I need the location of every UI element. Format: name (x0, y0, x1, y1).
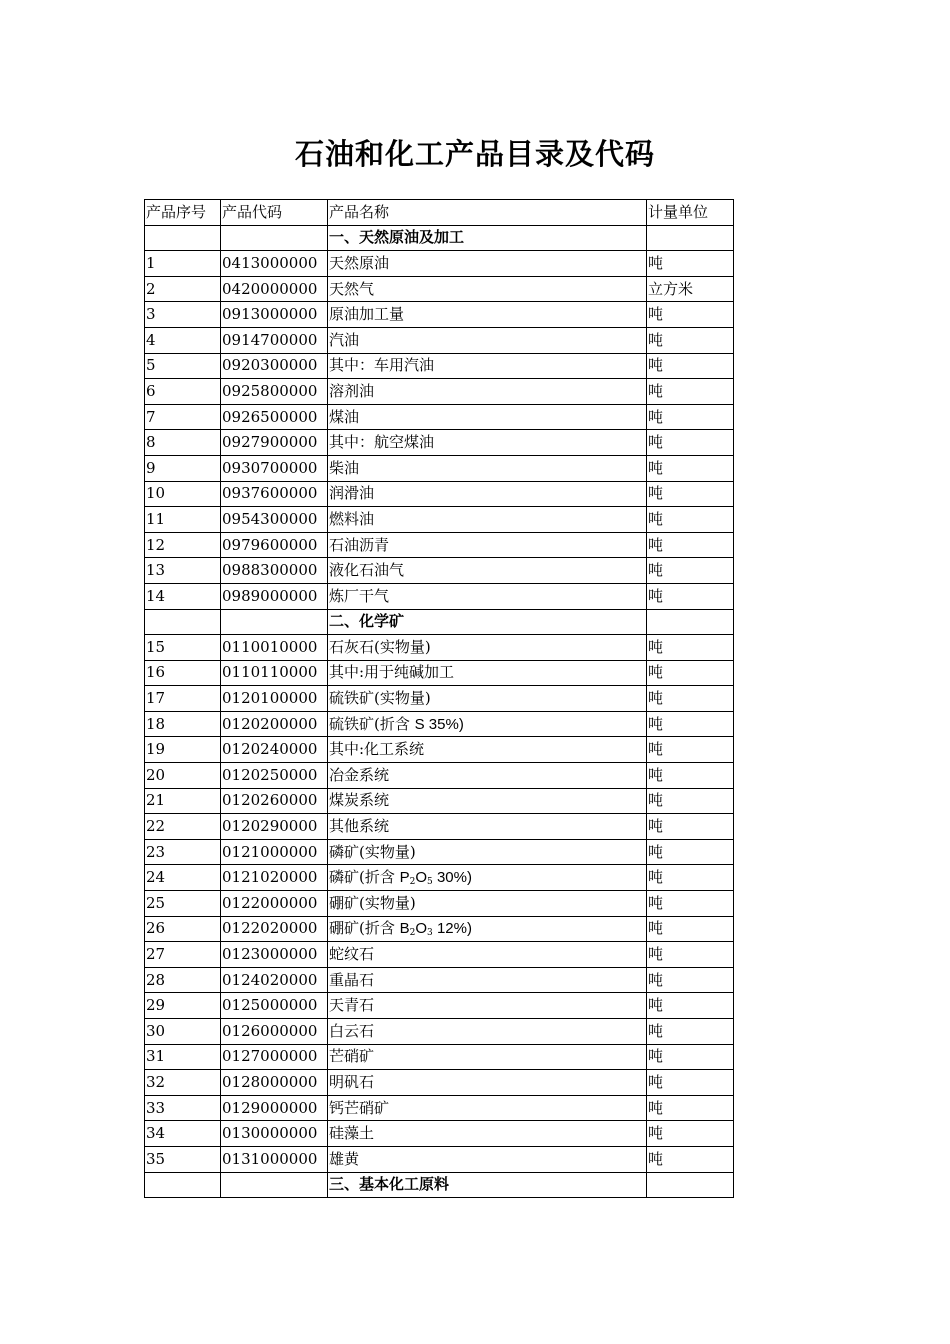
table-row (145, 404, 734, 430)
section-heading: 三、基本化工原料 (328, 1172, 647, 1198)
product-code: 0120100000 (221, 686, 328, 712)
product-unit: 吨 (647, 942, 734, 968)
product-name: 汽油 (328, 327, 647, 353)
formula-text: P (399, 869, 410, 887)
product-unit: 吨 (647, 686, 734, 712)
product-unit: 吨 (647, 507, 734, 533)
product-seq: 32 (145, 1070, 221, 1096)
product-unit: 吨 (647, 404, 734, 430)
table-row (145, 839, 734, 865)
table-row (145, 302, 734, 328)
section-empty-unit (647, 1172, 734, 1198)
product-code: 0124020000 (221, 967, 328, 993)
product-unit: 吨 (647, 660, 734, 686)
product-code: 0123000000 (221, 942, 328, 968)
product-seq: 18 (145, 711, 221, 737)
product-code: 0930700000 (221, 455, 328, 481)
table-row (145, 430, 734, 456)
product-seq: 2 (145, 276, 221, 302)
product-unit: 吨 (647, 302, 734, 328)
product-seq: 11 (145, 507, 221, 533)
table-row (145, 507, 734, 533)
product-unit: 吨 (647, 379, 734, 405)
product-seq: 30 (145, 1019, 221, 1045)
product-seq: 5 (145, 353, 221, 379)
header-code: 产品代码 (221, 200, 328, 226)
product-name: 炼厂干气 (328, 583, 647, 609)
product-unit: 吨 (647, 967, 734, 993)
product-unit: 吨 (647, 481, 734, 507)
table-row (145, 993, 734, 1019)
product-unit: 吨 (647, 532, 734, 558)
product-name: 天然原油 (328, 251, 647, 277)
product-unit: 吨 (647, 455, 734, 481)
product-code: 0120250000 (221, 763, 328, 789)
product-seq: 15 (145, 635, 221, 661)
product-code: 0979600000 (221, 532, 328, 558)
table-row (145, 814, 734, 840)
product-seq: 7 (145, 404, 221, 430)
table-row (145, 583, 734, 609)
product-code: 0937600000 (221, 481, 328, 507)
product-unit: 吨 (647, 788, 734, 814)
header-unit: 计量单位 (647, 200, 734, 226)
product-code: 0129000000 (221, 1095, 328, 1121)
table-row (145, 481, 734, 507)
product-seq: 25 (145, 891, 221, 917)
product-name: 溶剂油 (328, 379, 647, 405)
product-seq: 17 (145, 686, 221, 712)
table-row (145, 660, 734, 686)
table-row (145, 763, 734, 789)
product-unit: 立方米 (647, 276, 734, 302)
product-seq: 4 (145, 327, 221, 353)
product-name: 冶金系统 (328, 763, 647, 789)
product-code: 0927900000 (221, 430, 328, 456)
product-code: 0127000000 (221, 1044, 328, 1070)
product-code: 0926500000 (221, 404, 328, 430)
product-unit: 吨 (647, 430, 734, 456)
product-unit: 吨 (647, 583, 734, 609)
product-code: 0122000000 (221, 891, 328, 917)
section-empty-seq (145, 1172, 221, 1198)
product-name: 其中：航空煤油 (328, 430, 647, 456)
product-seq: 33 (145, 1095, 221, 1121)
product-name-text: 硫铁矿(折含 (329, 714, 415, 733)
table-row (145, 1044, 734, 1070)
table-row (145, 711, 734, 737)
product-code: 0989000000 (221, 583, 328, 609)
table-row (145, 1070, 734, 1096)
product-name (328, 916, 647, 942)
product-seq: 27 (145, 942, 221, 968)
section-heading-row (145, 609, 734, 635)
formula-subscript: 5 (427, 877, 433, 888)
table-row (145, 942, 734, 968)
formula-subscript: 2 (409, 928, 416, 939)
product-name: 其他系统 (328, 814, 647, 840)
product-unit: 吨 (647, 353, 734, 379)
product-seq: 24 (145, 865, 221, 891)
section-empty-code (221, 1172, 328, 1198)
product-code: 0120240000 (221, 737, 328, 763)
product-name: 磷矿(实物量) (328, 839, 647, 865)
section-heading: 二、化学矿 (328, 609, 647, 635)
product-seq: 21 (145, 788, 221, 814)
table-row (145, 916, 734, 942)
section-empty-seq (145, 225, 221, 251)
product-code: 0120290000 (221, 814, 328, 840)
product-name: 硅藻土 (328, 1121, 647, 1147)
product-unit: 吨 (647, 993, 734, 1019)
product-name: 硼矿(实物量) (328, 891, 647, 917)
product-unit: 吨 (647, 814, 734, 840)
product-unit: 吨 (647, 737, 734, 763)
table-row (145, 891, 734, 917)
product-seq: 1 (145, 251, 221, 277)
product-seq: 19 (145, 737, 221, 763)
product-name: 其中：车用汽油 (328, 353, 647, 379)
table-row (145, 788, 734, 814)
product-code: 0914700000 (221, 327, 328, 353)
formula-text: O (415, 869, 428, 887)
product-code: 0120200000 (221, 711, 328, 737)
table-row (145, 558, 734, 584)
product-name: 液化石油气 (328, 558, 647, 584)
product-name: 石油沥青 (328, 532, 647, 558)
table-row (145, 1146, 734, 1172)
table-row (145, 327, 734, 353)
section-heading: 一、天然原油及加工 (328, 225, 647, 251)
table-body (145, 200, 734, 1198)
product-unit: 吨 (647, 916, 734, 942)
header-name: 产品名称 (328, 200, 647, 226)
product-code: 0110110000 (221, 660, 328, 686)
product-name: 煤炭系统 (328, 788, 647, 814)
page-title: 石油和化工产品目录及代码 (294, 137, 655, 171)
section-heading-row (145, 1172, 734, 1198)
product-name: 天青石 (328, 993, 647, 1019)
product-name: 重晶石 (328, 967, 647, 993)
table-row (145, 532, 734, 558)
table-row (145, 1019, 734, 1045)
product-code: 0920300000 (221, 353, 328, 379)
product-code: 0120260000 (221, 788, 328, 814)
table-row (145, 1121, 734, 1147)
product-name: 煤油 (328, 404, 647, 430)
formula-text: B (399, 920, 410, 938)
product-name: 柴油 (328, 455, 647, 481)
product-unit: 吨 (647, 1044, 734, 1070)
product-seq: 20 (145, 763, 221, 789)
product-code: 0121000000 (221, 839, 328, 865)
product-unit: 吨 (647, 891, 734, 917)
product-code: 0126000000 (221, 1019, 328, 1045)
product-name: 原油加工量 (328, 302, 647, 328)
product-name: 硫铁矿(实物量) (328, 686, 647, 712)
product-seq: 6 (145, 379, 221, 405)
product-unit: 吨 (647, 251, 734, 277)
product-seq: 13 (145, 558, 221, 584)
product-name (328, 865, 647, 891)
table-row (145, 737, 734, 763)
product-code: 0125000000 (221, 993, 328, 1019)
product-seq: 9 (145, 455, 221, 481)
product-catalog-table (144, 199, 734, 1198)
product-name: 天然气 (328, 276, 647, 302)
product-unit: 吨 (647, 635, 734, 661)
table-row (145, 635, 734, 661)
section-empty-unit (647, 609, 734, 635)
product-seq: 34 (145, 1121, 221, 1147)
product-name-text: 硼矿(折含 (329, 919, 400, 938)
product-unit: 吨 (647, 1121, 734, 1147)
product-unit: 吨 (647, 558, 734, 584)
formula-subscript: 3 (427, 928, 433, 939)
product-code: 0121020000 (221, 865, 328, 891)
product-name: 其中:化工系统 (328, 737, 647, 763)
formula-text: S 35%) (414, 715, 464, 733)
product-unit: 吨 (647, 839, 734, 865)
product-seq: 8 (145, 430, 221, 456)
product-seq: 29 (145, 993, 221, 1019)
product-code: 0954300000 (221, 507, 328, 533)
product-seq: 14 (145, 583, 221, 609)
formula-text: 12%) (432, 920, 472, 938)
product-code: 0130000000 (221, 1121, 328, 1147)
section-empty-code (221, 609, 328, 635)
product-name: 燃料油 (328, 507, 647, 533)
table-row (145, 686, 734, 712)
product-name: 其中:用于纯碱加工 (328, 660, 647, 686)
product-unit: 吨 (647, 763, 734, 789)
header-seq: 产品序号 (145, 200, 221, 226)
product-seq: 12 (145, 532, 221, 558)
product-name: 雄黄 (328, 1146, 647, 1172)
product-name: 白云石 (328, 1019, 647, 1045)
product-seq: 22 (145, 814, 221, 840)
table-row (145, 1095, 734, 1121)
product-name: 蛇纹石 (328, 942, 647, 968)
product-code: 0420000000 (221, 276, 328, 302)
formula-subscript: 2 (409, 877, 416, 888)
product-seq: 35 (145, 1146, 221, 1172)
product-code: 0413000000 (221, 251, 328, 277)
formula-text: O (415, 920, 428, 938)
product-name: 石灰石(实物量) (328, 635, 647, 661)
product-name: 钙芒硝矿 (328, 1095, 647, 1121)
product-name: 润滑油 (328, 481, 647, 507)
product-code: 0131000000 (221, 1146, 328, 1172)
product-name: 芒硝矿 (328, 1044, 647, 1070)
product-seq: 28 (145, 967, 221, 993)
product-unit: 吨 (647, 711, 734, 737)
product-unit: 吨 (647, 1019, 734, 1045)
section-heading-row (145, 225, 734, 251)
product-unit: 吨 (647, 1146, 734, 1172)
table-row (145, 455, 734, 481)
table-row (145, 276, 734, 302)
product-code: 0913000000 (221, 302, 328, 328)
product-name-text: 磷矿(折含 (329, 868, 400, 887)
product-seq: 3 (145, 302, 221, 328)
product-code: 0988300000 (221, 558, 328, 584)
product-unit: 吨 (647, 327, 734, 353)
product-name (328, 711, 647, 737)
product-name: 明矾石 (328, 1070, 647, 1096)
product-code: 0925800000 (221, 379, 328, 405)
section-empty-unit (647, 225, 734, 251)
product-unit: 吨 (647, 1070, 734, 1096)
table-row (145, 379, 734, 405)
product-code: 0128000000 (221, 1070, 328, 1096)
table-row (145, 251, 734, 277)
formula-text: 30%) (432, 869, 472, 887)
product-seq: 16 (145, 660, 221, 686)
product-code: 0110010000 (221, 635, 328, 661)
section-empty-code (221, 225, 328, 251)
product-unit: 吨 (647, 865, 734, 891)
product-seq: 31 (145, 1044, 221, 1070)
product-unit: 吨 (647, 1095, 734, 1121)
section-empty-seq (145, 609, 221, 635)
product-seq: 10 (145, 481, 221, 507)
table-row (145, 865, 734, 891)
table-header-row (145, 200, 734, 226)
product-seq: 26 (145, 916, 221, 942)
table-row (145, 353, 734, 379)
product-seq: 23 (145, 839, 221, 865)
product-code: 0122020000 (221, 916, 328, 942)
table-row (145, 967, 734, 993)
